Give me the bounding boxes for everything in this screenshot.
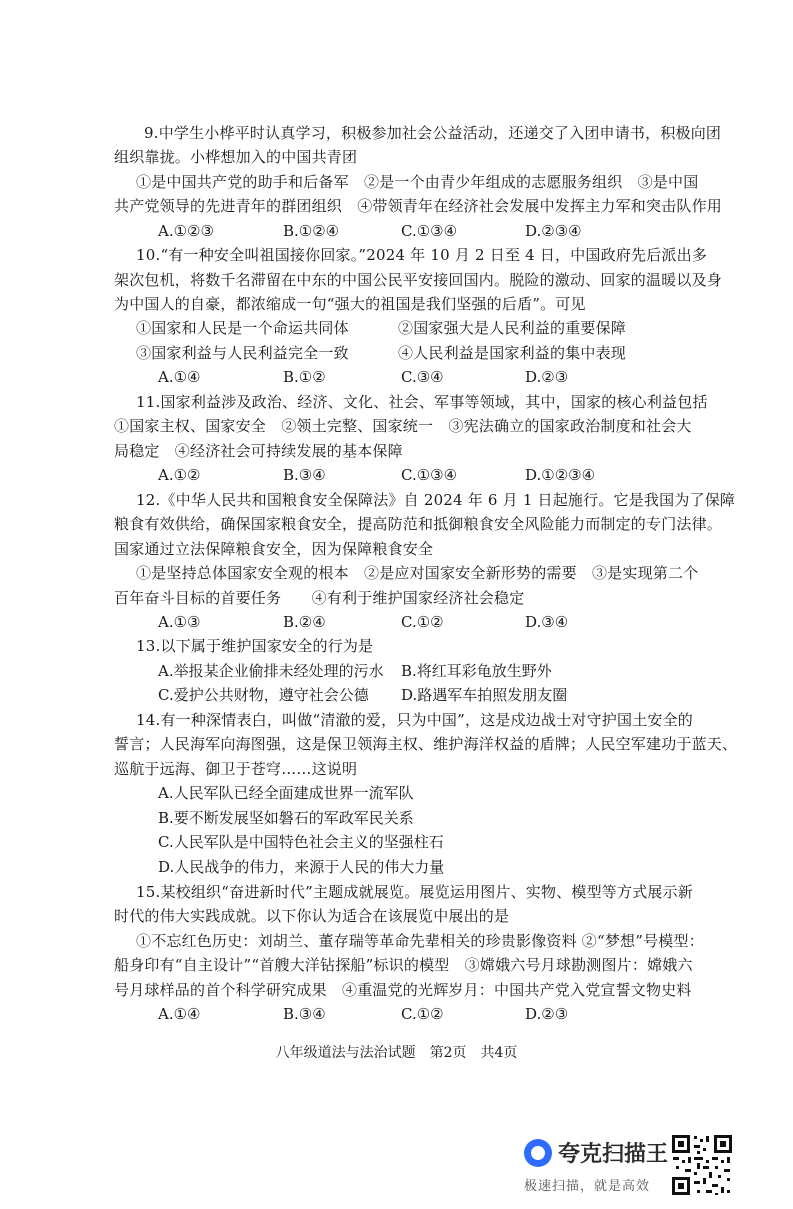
q15-statements-line1: ①不忘红色历史：刘胡兰、董存瑞等革命先辈相关的珍贵影像资料 ②“梦想”号模型： xyxy=(136,932,704,950)
scanner-logo-icon xyxy=(524,1139,552,1167)
q9-option-a: A.①②③ xyxy=(158,222,214,240)
q10-option-c: C.③④ xyxy=(401,368,444,386)
q11-statements-line2: 局稳定 ④经济社会可持续发展的基本保障 xyxy=(114,442,403,460)
q12-statements-line1: ①是坚持总体国家安全观的根本 ②是应对国家安全新形势的需要 ③是实现第二个 xyxy=(136,564,699,582)
q10-stem-line3: 为中国人的自豪，都浓缩成一句“强大的祖国是我们坚强的后盾”。可见 xyxy=(114,295,586,313)
q11-stem-line1: 11.国家利益涉及政治、经济、文化、社会、军事等领域，其中，国家的核心利益包括 xyxy=(136,393,708,411)
q9-statements-line2: 共产党领导的先进青年的群团组织 ④带领青年在经济社会发展中发挥主力军和突击队作用 xyxy=(114,197,723,215)
q14-option-d: D.人民战争的伟力，来源于人民的伟大力量 xyxy=(158,858,445,876)
q10-stem-line2: 架次包机，将数千名滞留在中东的中国公民平安接回国内。脱险的激动、回家的温暖以及身 xyxy=(114,271,723,289)
page-footer: 八年级道法与法治试题 第2页 共4页 xyxy=(275,1045,518,1061)
q13-option-a: A.举报某企业偷排未经处理的污水 xyxy=(158,662,384,680)
q13-stem-line1: 13.以下属于维护国家安全的行为是 xyxy=(136,637,374,655)
q10-stem-line1: 10.“有一种安全叫祖国接你回家。”2024 年 10 月 2 日至 4 日，中国政府先后派出多 xyxy=(136,246,708,264)
q12-statements-line2: 百年奋斗目标的首要任务 ④有利于维护国家经济社会稳定 xyxy=(114,589,525,607)
q15-statements-line2: 船身印有“自主设计”“首艘大洋钻探船”标识的模型 ③嫦娥六号月球勘测图片：嫦娥六 xyxy=(114,956,693,974)
qr-code-icon xyxy=(670,1133,734,1197)
q12-option-b: B.②④ xyxy=(283,613,326,631)
q12-stem-line3: 国家通过立法保障粮食安全，因为保障粮食安全 xyxy=(114,540,434,558)
q11-option-d: D.①②③④ xyxy=(525,466,596,484)
q15-option-c: C.①② xyxy=(401,1005,444,1023)
q11-statements-line1: ①国家主权、国家安全 ②领土完整、国家统一 ③宪法确立的国家政治制度和社会大 xyxy=(114,417,692,435)
scanner-brand-slogan: 极速扫描，就是高效 xyxy=(524,1179,651,1194)
q11-option-b: B.③④ xyxy=(283,466,326,484)
q9-option-c: C.①③④ xyxy=(401,222,458,240)
q9-stem-line2: 组织靠拢。小桦想加入的中国共青团 xyxy=(114,148,358,166)
q14-stem-line3: 巡航于远海、御卫于苍穹……这说明 xyxy=(114,760,358,778)
q10-option-d: D.②③ xyxy=(525,368,569,386)
scanner-watermark xyxy=(520,1133,669,1194)
q14-option-b: B.要不断发展坚如磐石的军政军民关系 xyxy=(158,809,414,827)
q14-option-a: A.人民军队已经全面建成世界一流军队 xyxy=(158,784,414,802)
q13-option-c: C.爱护公共财物，遵守社会公德 xyxy=(158,686,369,704)
scanner-brand-name: 夸克扫描王 xyxy=(558,1142,669,1167)
q12-option-a: A.①③ xyxy=(158,613,201,631)
q14-stem-line2: 誓言；人民海军向海图强，这是保卫领海主权、维护海洋权益的盾牌；人民空军建功于蓝天、 xyxy=(114,735,738,753)
q13-option-d: D.路遇军车拍照发朋友圈 xyxy=(401,686,568,704)
q10-option-b: B.①② xyxy=(283,368,326,386)
q10-statement-1: ①国家和人民是一个命运共同体 xyxy=(136,319,349,337)
q9-option-d: D.②③④ xyxy=(525,222,582,240)
q12-stem-line1: 12.《中华人民共和国粮食安全保障法》自 2024 年 6 月 1 日起施行。它是我国为了保障 xyxy=(136,491,736,509)
q9-statements-line1: ①是中国共产党的助手和后备军 ②是一个由青少年组成的志愿服务组织 ③是中国 xyxy=(136,173,699,191)
q14-option-c: C.人民军队是中国特色社会主义的坚强柱石 xyxy=(158,833,444,851)
q15-option-a: A.①④ xyxy=(158,1005,201,1023)
q15-stem-line1: 15.某校组织“奋进新时代”主题成就展览。展览运用图片、实物、模型等方式展示新 xyxy=(136,883,693,901)
q15-statements-line3: 号月球样品的首个科学研究成果 ④重温党的光辉岁月：中国共产党入党宣誓文物史料 xyxy=(114,981,692,999)
q14-stem-line1: 14.有一种深情表白，叫做“清澈的爱，只为中国”，这是戍边战士对守护国土安全的 xyxy=(136,711,693,729)
q13-option-b: B.将红耳彩龟放生野外 xyxy=(401,662,552,680)
q10-option-a: A.①④ xyxy=(158,368,201,386)
q15-option-b: B.③④ xyxy=(283,1005,326,1023)
q9-option-b: B.①②④ xyxy=(283,222,340,240)
q9-stem-line1: 9.中学生小桦平时认真学习，积极参加社会公益活动，还递交了入团申请书，积极向团 xyxy=(144,124,722,142)
q10-statement-4: ④人民利益是国家利益的集中表现 xyxy=(398,344,627,362)
q12-option-d: D.③④ xyxy=(525,613,569,631)
q12-stem-line2: 粮食有效供给，确保国家粮食安全，提高防范和抵御粮食安全风险能力而制定的专门法律。 xyxy=(114,515,723,533)
q15-stem-line2: 时代的伟大实践成就。以下你认为适合在该展览中展出的是 xyxy=(114,907,510,925)
q10-statement-3: ③国家利益与人民利益完全一致 xyxy=(136,344,349,362)
q11-option-a: A.①② xyxy=(158,466,201,484)
q11-option-c: C.①③④ xyxy=(401,466,458,484)
q15-option-d: D.②③ xyxy=(525,1005,569,1023)
q10-statement-2: ②国家强大是人民利益的重要保障 xyxy=(398,319,627,337)
q12-option-c: C.①② xyxy=(401,613,444,631)
